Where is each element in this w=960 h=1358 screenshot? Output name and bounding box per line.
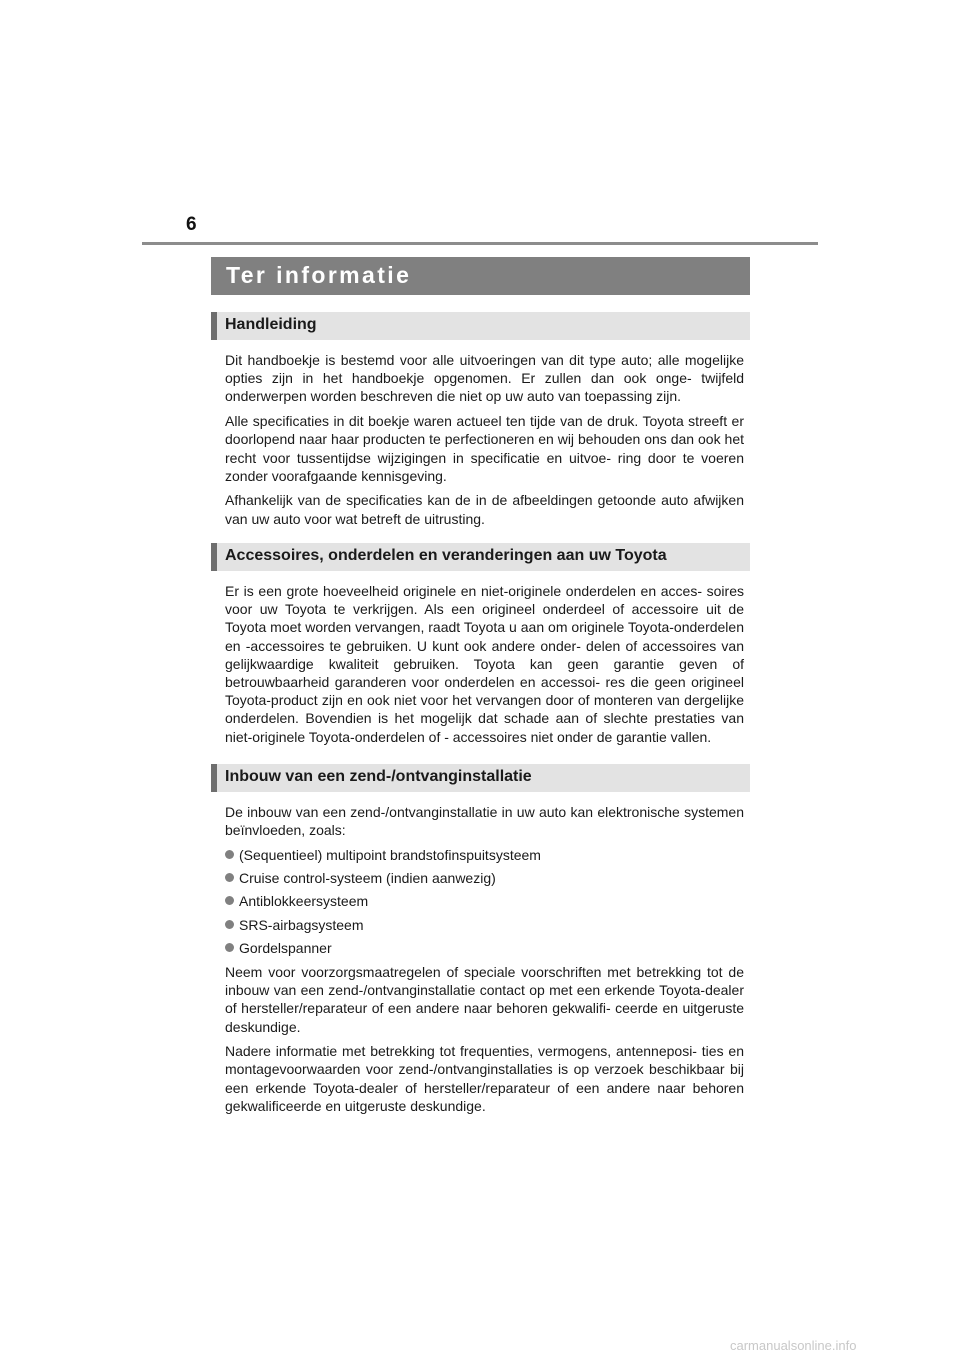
paragraph: Nadere informatie met betrekking tot frequenties, vermogens, antenneposi- ties en montagevoorwaarden voor zend-/ontvanginstallaties is op verzoek beschikbaar bij een erkende Toyota-dealer of hersteller/reparateur of een andere naar behoren gekwalificeerde en uitgeruste deskundige. xyxy=(225,1043,744,1114)
list-item-text: Gordelspanner xyxy=(239,939,332,956)
section-heading-accessoires xyxy=(211,543,750,571)
list-item xyxy=(225,846,744,864)
paragraph: Er is een grote hoeveelheid originele en niet-originele onderdelen en acces- soires voor uw Toyota te verkrijgen. Als een origineel onderdeel of accessoire uit de Toyota moet worden vervangen, raadt Toyota u aan om originele Toyota-onderdelen en -accessoires te gebruiken. U kunt ook andere onder- delen of accessoires van gelijkwaardige kwaliteit gebruiken. Toyota kan geen garantie geven of betrouwbaarheid garanderen voor onderdelen en accessoi- res die geen origineel Toyota-product zijn en ook niet voor het vervangen door of monteren van dergelijke onderdelen. Bovendien is het mogelijk dat schade aan of slechte prestaties van niet-originele Toyota-onderdelen of - accessoires niet onder de garantie vallen. xyxy=(225,583,744,745)
bullet-icon xyxy=(225,943,234,952)
paragraph: Dit handboekje is bestemd voor alle uitvoeringen van dit type auto; alle mogelijke opties zijn in het handboekje opgenomen. Er zullen dan ook onge- twijfeld onderwerpen worden beschreven die niet op uw auto van toepassing zijn. xyxy=(225,352,744,405)
chapter-banner xyxy=(211,257,750,295)
list-item xyxy=(225,892,744,910)
list-item-text: SRS-airbagsysteem xyxy=(239,916,364,933)
section-body-accessoires xyxy=(225,582,744,752)
section-heading-handleiding xyxy=(211,312,750,340)
list-item-text: Antiblokkeersysteem xyxy=(239,893,369,910)
list-item xyxy=(225,869,744,887)
section-body-handleiding xyxy=(225,351,744,534)
list-item-text: Cruise control-systeem (indien aanwezig) xyxy=(239,870,496,887)
section-accent-bar xyxy=(211,312,217,340)
header-divider xyxy=(142,242,818,245)
paragraph: Alle specificaties in dit boekje waren actueel ten tijde van de druk. Toyota streeft er doorlopend naar haar producten te perfectioneren en wij behouden ons dan ook het recht voor tussentijdse wijzigingen in specificatie en uitvoe- ring door te voeren zonder voorafgaande kennisgeving. xyxy=(225,413,744,484)
bullet-icon xyxy=(225,850,234,859)
section-body-inbouw xyxy=(225,803,744,1122)
list-item xyxy=(225,916,744,934)
watermark: carmanualsonline.info xyxy=(730,1338,857,1353)
paragraph: De inbouw van een zend-/ontvanginstallatie in uw auto kan elektronische systemen beïnvloeden, zoals: xyxy=(225,804,744,839)
system-list xyxy=(225,846,744,957)
paragraph: Afhankelijk van de specificaties kan de in de afbeeldingen getoonde auto afwijken van uw auto voor wat betreft de uitrusting. xyxy=(225,492,744,527)
bullet-icon xyxy=(225,873,234,882)
section-accent-bar xyxy=(211,543,217,571)
section-accent-bar xyxy=(211,764,217,792)
bullet-icon xyxy=(225,920,234,929)
section-title: Accessoires, onderdelen en veranderingen aan uw Toyota xyxy=(225,547,667,564)
section-heading-inbouw xyxy=(211,764,750,792)
section-title: Inbouw van een zend-/ontvanginstallatie xyxy=(225,768,532,785)
bullet-icon xyxy=(225,896,234,905)
paragraph: Neem voor voorzorgsmaatregelen of speciale voorschriften met betrekking tot de inbouw van een zend-/ontvanginstallatie contact op met een erkende Toyota-dealer of hersteller/reparateur of een andere naar behoren gekwalifi- ceerde en uitgeruste deskundige. xyxy=(225,963,744,1035)
chapter-title: Ter informatie xyxy=(226,262,412,288)
list-item-text: (Sequentieel) multipoint brandstofinspuitsysteem xyxy=(239,846,541,863)
list-item xyxy=(225,939,744,957)
page-number: 6 xyxy=(186,214,197,235)
section-title: Handleiding xyxy=(225,316,317,333)
